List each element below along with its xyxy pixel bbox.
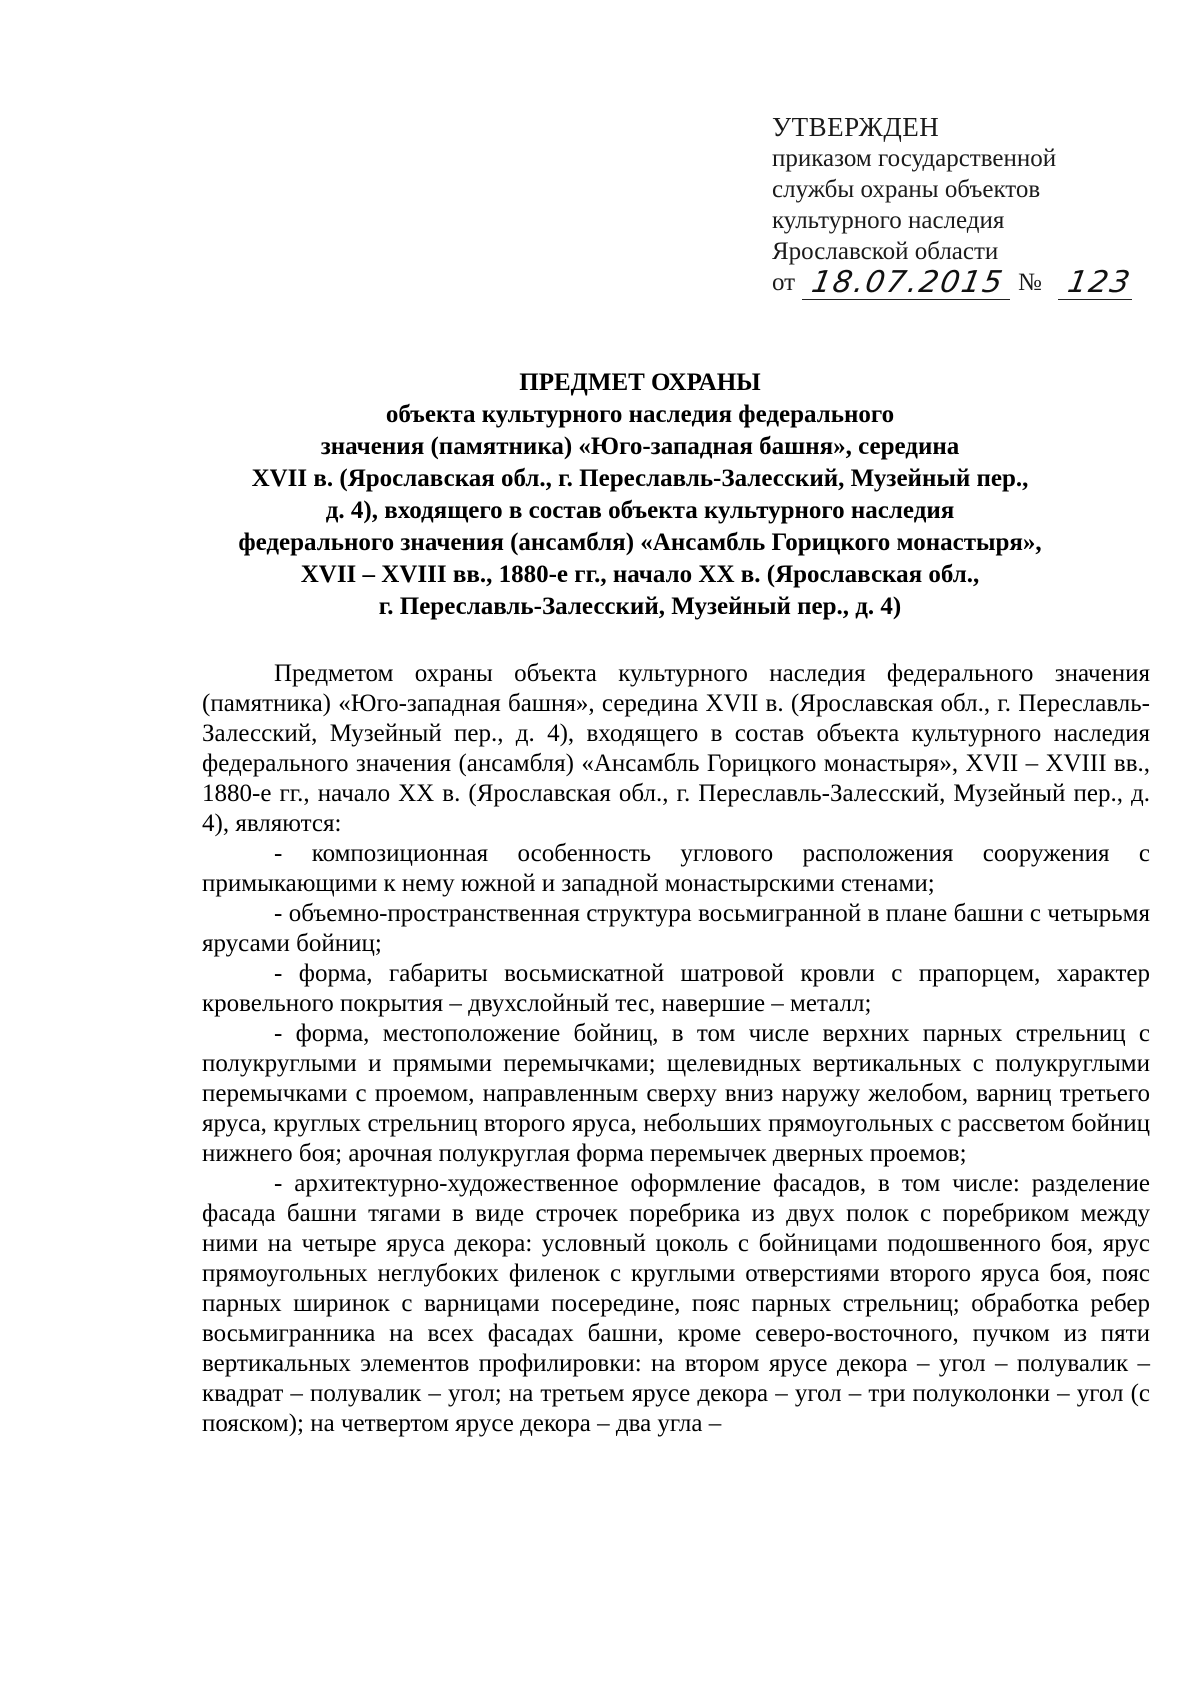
title-line: д. 4), входящего в состав объекта культурного наследия (325, 497, 955, 524)
document-title (150, 367, 1130, 623)
document-body (202, 659, 1150, 1439)
approval-heading: УТВЕРЖДЕН (772, 112, 940, 142)
title-line: XVII в. (Ярославская обл., г. Переславль-Залесский, Музейный пер., (251, 465, 1029, 492)
body-paragraph: - объемно-пространственная структура восьмигранной в плане башни с четырьмя ярусами бойниц; (202, 900, 1150, 957)
approval-date-number-line (772, 267, 1172, 301)
approval-line: культурного наследия (772, 207, 1005, 234)
title-line: г. Переславль-Залесский, Музейный пер., д. 4) (378, 593, 902, 620)
body-paragraph: - форма, местоположение бойниц, в том числе верхних парных стрельниц с полукруглыми и прямыми перемычками; щелевидных вертикальных с полукруглыми перемычками с проемом, направленным сверху вниз наружу желобом, варниц третьего яруса, круглых стрельниц второго яруса, небольших прямоугольных с рассветом бойниц нижнего боя; арочная полукруглая форма перемычек дверных проемов; (202, 1020, 1150, 1167)
number-label: № (1018, 269, 1042, 296)
approval-line: приказом государственной (772, 145, 1057, 172)
approval-line: Ярославской области (772, 238, 999, 265)
title-heading: ПРЕДМЕТ ОХРАНЫ (519, 369, 761, 396)
title-line: значения (памятника) «Юго-западная башня», середина (320, 433, 960, 460)
body-paragraph: Предметом охраны объекта культурного наследия федерального значения (памятника) «Юго-западная башня», середина XVII в. (Ярославская обл., г. Переславль-Залесский, Музейный пер., д. 4), входящего в состав объекта культурного наследия федерального значения (ансамбля) «Ансамбль Горицкого монастыря», XVII – XVIII вв., 1880-е гг., начало XX в. (Ярославская обл., г. Переславль-Залесский, Музейный пер., д. 4), являются: (202, 660, 1150, 837)
date-label: от (772, 269, 796, 296)
approval-line: службы охраны объектов (772, 176, 1041, 203)
body-paragraph: - композиционная особенность углового расположения сооружения с примыкающими к нему южной и западной монастырскими стенами; (202, 840, 1150, 897)
title-line: объекта культурного наследия федерального (385, 401, 895, 428)
title-line: федерального значения (ансамбля) «Ансамбль Горицкого монастыря», (238, 529, 1042, 556)
handwritten-date: 18.07.2015 (808, 265, 1007, 300)
body-paragraph: - форма, габариты восьмискатной шатровой кровли с прапорцем, характер кровельного покрытия – двухслойный тес, навершие – металл; (202, 960, 1150, 1017)
body-paragraph: - архитектурно-художественное оформление фасадов, в том числе: разделение фасада башни тягами в виде строчек поребрика из двух полок с поребриком между ними на четыре яруса декора: условный цоколь с бойницами подошвенного боя, ярус прямоугольных неглубоких филенок с круглыми отверстиями второго яруса боя, пояс парных ширинок с варницами посередине, пояс парных стрельниц; обработка ребер восьмигранника на всех фасадах башни, кроме северо-восточного, пучком из пяти вертикальных элементов профилировки: на втором ярусе декора – угол – полувалик – квадрат – полувалик – угол; на третьем ярусе декора – угол – три полуколонки – угол (с пояском); на четвертом ярусе декора – два угла – (202, 1170, 1150, 1437)
number-blank (1058, 265, 1135, 300)
title-line: XVII – XVIII вв., 1880-е гг., начало XX в. (Ярославская обл., (300, 561, 980, 588)
date-blank (802, 267, 1010, 300)
approval-stamp (772, 112, 1172, 301)
handwritten-number: 123 (1064, 265, 1135, 300)
